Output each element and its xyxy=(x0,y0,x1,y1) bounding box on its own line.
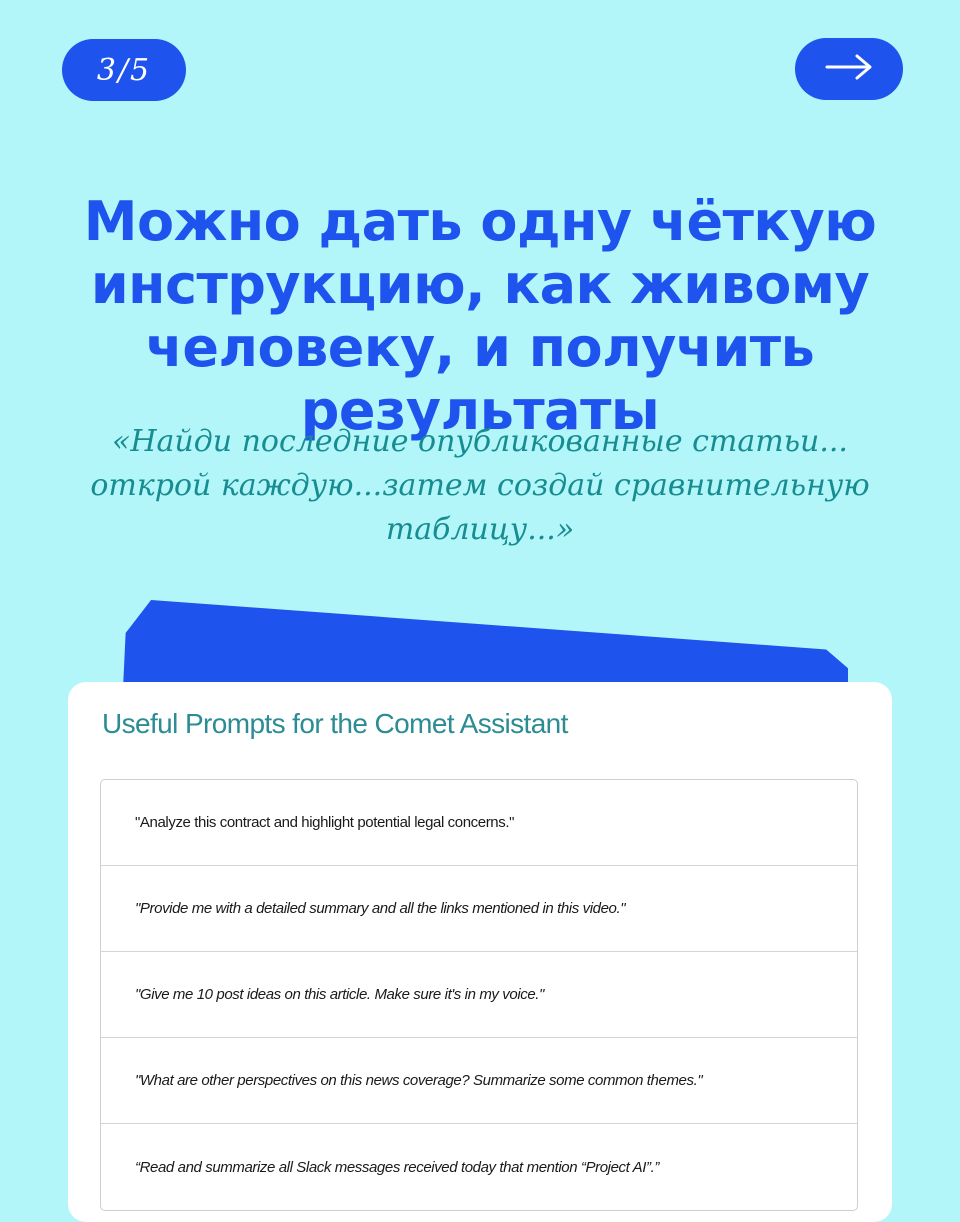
quote-line-1: «Найди последние опубликованные статьи... xyxy=(112,424,848,459)
arrow-right-icon xyxy=(824,52,874,86)
headline-line-2: инструкцию, как живому xyxy=(90,253,870,316)
prompt-item: “Read and summarize all Slack messages received today that mention “Project AI”.” xyxy=(135,1158,659,1176)
headline-line-1: Можно дать одну чёткую xyxy=(83,190,877,253)
prompt-item: "Analyze this contract and highlight potential legal concerns." xyxy=(101,780,857,866)
quote-line-3: таблицу...» xyxy=(385,512,575,547)
headline-line-3: человеку, и получить результаты xyxy=(145,316,815,442)
prompt-list xyxy=(100,779,858,1211)
next-button[interactable] xyxy=(795,38,903,100)
page-indicator-label: 3/5 xyxy=(96,52,152,88)
example-quote xyxy=(60,420,900,552)
quote-line-2: открой каждую...затем создай сравнительную xyxy=(90,468,870,503)
card-title: Useful Prompts for the Comet Assistant xyxy=(102,708,568,739)
page-indicator xyxy=(62,39,186,101)
prompt-item: "What are other perspectives on this news coverage? Summarize some common themes." xyxy=(101,1038,857,1124)
prompt-item: "Provide me with a detailed summary and all the links mentioned in this video." xyxy=(101,866,857,952)
prompts-card xyxy=(68,682,892,1222)
prompt-item: "Give me 10 post ideas on this article. Make sure it's in my voice." xyxy=(101,952,857,1038)
headline xyxy=(20,190,940,442)
